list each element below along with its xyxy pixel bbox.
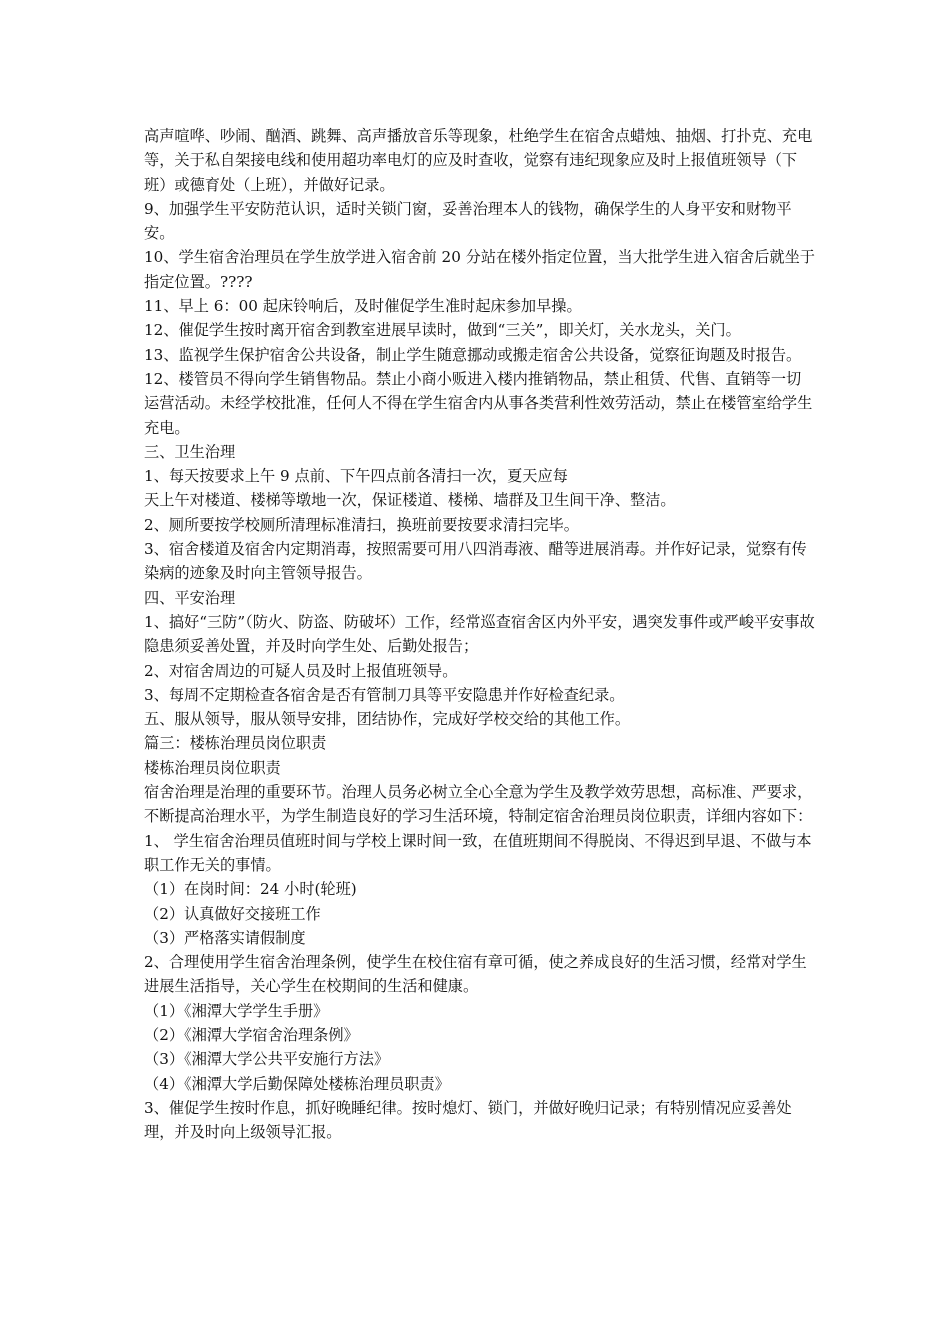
list-item: （1）《湘潭大学学生手册》 <box>144 1001 329 1020</box>
section-heading: 三、卫生治理 <box>144 442 236 461</box>
paragraph: 12、催促学生按时离开宿舍到教室进展早读时，做到“三关”，即关灯，关水龙头，关门。 <box>144 321 741 340</box>
list-item: （3）严格落实请假制度 <box>144 928 306 947</box>
paragraph: 3、宿舍楼道及宿舍内定期消毒，按照需要可用八四消毒液、醋等进展消毒。并作好记录，觉察有传染病的迹象及时向主管领导报告。 <box>144 540 807 583</box>
paragraph: 1、搞好“三防”（防火、防盗、防破坏）工作，经常巡查宿舍区内外平安，遇突发事件或严峻平安事故隐患须妥善处置，并及时向学生处、后勤处报告； <box>144 612 815 656</box>
paragraph: 11、早上 6：00 起床铃响后，及时催促学生准时起床参加早操。 <box>144 297 582 316</box>
paragraph: 2、厕所要按学校厕所清理标准清扫，换班前要按要求清扫完毕。 <box>144 515 579 534</box>
paragraph: 13、监视学生保护宿舍公共设备，制止学生随意挪动或搬走宿舍公共设备，觉察征询题及时报告。 <box>144 345 802 364</box>
list-item: （2）《湘潭大学宿舍治理条例》 <box>144 1025 359 1044</box>
document-page <box>144 124 816 1144</box>
list-item: （2）认真做好交接班工作 <box>144 904 321 923</box>
list-item: （1）在岗时间：24 小时(轮班) <box>144 880 357 899</box>
paragraph: 1、 学生宿舍治理员值班时间与学校上课时间一致，在值班期间不得脱岗、不得迟到早退、不做与本职工作无关的事情。 <box>144 831 812 874</box>
paragraph: 1、每天按要求上午 9 点前、下午四点前各清扫一次，夏天应每 <box>144 467 568 486</box>
list-item: （4）《湘潭大学后勤保障处楼栋治理员职责》 <box>144 1074 450 1093</box>
paragraph: 天上午对楼道、楼梯等墩地一次，保证楼道、楼梯、墙群及卫生间干净、整洁。 <box>144 491 676 510</box>
section-heading: 四、平安治理 <box>144 588 236 607</box>
list-item: （3）《湘潭大学公共平安施行方法》 <box>144 1050 390 1069</box>
chapter-title: 楼栋治理员岗位职责 <box>144 758 281 777</box>
paragraph: 3、每周不定期检查各宿舍是否有管制刀具等平安隐患并作好检查纪录。 <box>144 685 625 704</box>
paragraph: 五、服从领导，服从领导安排，团结协作，完成好学校交给的其他工作。 <box>144 710 630 729</box>
paragraph: 宿舍治理是治理的重要环节。治理人员务必树立全心全意为学生及教学效劳思想，高标准、严要求，不断提高治理水平，为学生制造良好的学习生活环境，特制定宿舍治理员岗位职责，详细内容如下： <box>144 783 813 826</box>
paragraph: 3、催促学生按时作息，抓好晚睡纪律。按时熄灯、锁门，并做好晚归记录；有特别情况应妥善处理，并及时向上级领导汇报。 <box>144 1098 792 1142</box>
paragraph: 9、加强学生平安防范认识，适时关锁门窗，妥善治理本人的钱物，确保学生的人身平安和财物平安。 <box>144 199 792 243</box>
paragraph: 12、楼管员不得向学生销售物品。禁止小商小贩进入楼内推销物品，禁止租赁、代售、直销等一切运营活动。未经学校批准，任何人不得在学生宿舍内从事各类营利性效劳活动，禁止在楼管室给学生充电。 <box>144 369 813 437</box>
paragraph: 高声喧哗、吵闹、酗酒、跳舞、高声播放音乐等现象，杜绝学生在宿舍点蜡烛、抽烟、打扑克、充电等，关于私自架接电线和使用超功率电灯的应及时查收，觉察有违纪现象应及时上报值班领导（下班）或德育处（上班），并做好记录。 <box>144 127 813 194</box>
chapter-heading: 篇三：楼栋治理员岗位职责 <box>144 734 327 753</box>
paragraph: 2、对宿舍周边的可疑人员及时上报值班领导。 <box>144 661 458 680</box>
paragraph: 2、合理使用学生宿舍治理条例，使学生在校住宿有章可循，使之养成良好的生活习惯，经常对学生进展生活指导，关心学生在校期间的生活和健康。 <box>144 953 807 996</box>
paragraph: 10、学生宿舍治理员在学生放学进入宿舍前 20 分站在楼外指定位置，当大批学生进入宿舍后就坐于指定位置。???? <box>144 248 815 291</box>
